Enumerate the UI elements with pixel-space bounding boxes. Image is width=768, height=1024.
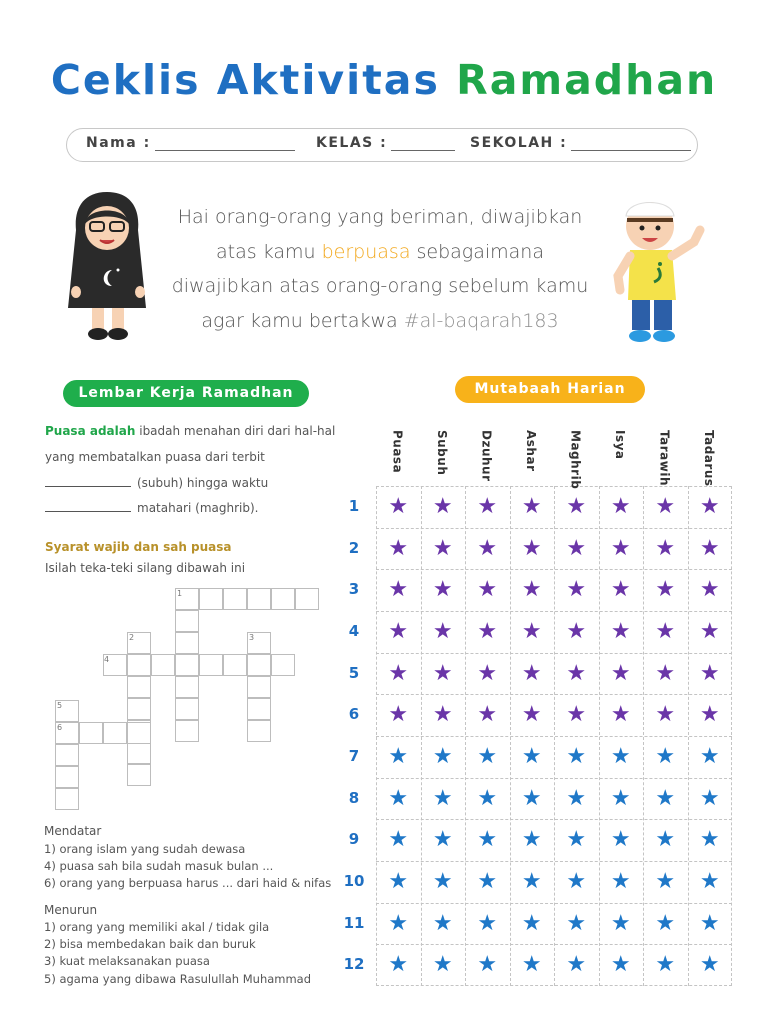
nama-blank[interactable] bbox=[155, 136, 295, 151]
star-icon[interactable]: ★ bbox=[432, 618, 453, 644]
star-icon[interactable]: ★ bbox=[477, 535, 498, 561]
title-part2: Ramadhan bbox=[456, 56, 718, 104]
grid-row-divider bbox=[376, 778, 732, 779]
star-icon[interactable]: ★ bbox=[477, 827, 498, 853]
star-icon[interactable]: ★ bbox=[655, 702, 676, 728]
quote-text bbox=[160, 200, 600, 338]
row-number: 9 bbox=[348, 830, 360, 849]
row-number: 8 bbox=[348, 788, 360, 807]
crossword-cell[interactable] bbox=[247, 676, 271, 698]
crossword-cell[interactable] bbox=[247, 698, 271, 720]
definition-text3: (subuh) hingga waktu bbox=[137, 476, 269, 490]
crossword-cell[interactable] bbox=[127, 698, 151, 720]
quote-line1: Hai orang-orang yang beriman, diwajibkan bbox=[177, 206, 583, 228]
star-icon[interactable]: ★ bbox=[655, 952, 676, 978]
star-icon[interactable]: ★ bbox=[521, 577, 542, 603]
star-icon[interactable]: ★ bbox=[655, 910, 676, 936]
star-icon[interactable]: ★ bbox=[477, 702, 498, 728]
star-icon[interactable]: ★ bbox=[610, 702, 631, 728]
star-icon[interactable]: ★ bbox=[566, 952, 587, 978]
crossword-cell[interactable] bbox=[175, 676, 199, 698]
definition-line1 bbox=[45, 424, 335, 438]
grid-row-divider bbox=[376, 694, 732, 695]
star-icon[interactable]: ★ bbox=[477, 493, 498, 519]
star-icon[interactable]: ★ bbox=[521, 702, 542, 728]
star-icon[interactable]: ★ bbox=[655, 827, 676, 853]
grid-row-divider bbox=[376, 736, 732, 737]
grid-row-divider bbox=[376, 528, 732, 529]
star-icon[interactable]: ★ bbox=[699, 952, 720, 978]
quote-reference: #al-baqarah183 bbox=[403, 309, 559, 332]
row-number: 7 bbox=[348, 746, 360, 765]
crossword-cell[interactable] bbox=[247, 588, 271, 610]
star-icon[interactable]: ★ bbox=[477, 743, 498, 769]
crossword-cell[interactable] bbox=[223, 588, 247, 610]
lembar-kerja-header: Lembar Kerja Ramadhan bbox=[63, 380, 309, 407]
grid-row-divider bbox=[376, 903, 732, 904]
star-icon[interactable]: ★ bbox=[432, 493, 453, 519]
star-icon[interactable]: ★ bbox=[610, 910, 631, 936]
menurun-clue-2: 2) bisa membedakan baik dan buruk bbox=[44, 937, 256, 951]
crossword-cell[interactable] bbox=[79, 722, 103, 744]
star-icon[interactable]: ★ bbox=[566, 910, 587, 936]
menurun-clue-1: 1) orang yang memiliki akal / tidak gila bbox=[44, 920, 270, 934]
star-icon[interactable]: ★ bbox=[655, 785, 676, 811]
star-icon[interactable]: ★ bbox=[610, 827, 631, 853]
star-icon[interactable]: ★ bbox=[432, 702, 453, 728]
mendatar-heading: Mendatar bbox=[44, 824, 102, 838]
row-number: 12 bbox=[343, 955, 365, 974]
crossword-cell[interactable] bbox=[127, 742, 151, 764]
star-icon[interactable]: ★ bbox=[388, 535, 409, 561]
star-icon[interactable]: ★ bbox=[655, 868, 676, 894]
crossword-number: 6 bbox=[57, 723, 63, 732]
star-icon[interactable]: ★ bbox=[699, 785, 720, 811]
page-title bbox=[0, 56, 768, 104]
grid-row-divider bbox=[376, 861, 732, 862]
star-icon[interactable]: ★ bbox=[477, 660, 498, 686]
crossword-cell[interactable] bbox=[175, 632, 199, 654]
crossword-cell[interactable] bbox=[151, 654, 175, 676]
crossword-cell[interactable] bbox=[271, 588, 295, 610]
answer-blank-1[interactable] bbox=[45, 486, 131, 487]
definition-text1: ibadah menahan diri dari hal-hal bbox=[139, 424, 336, 438]
quote-line4 bbox=[160, 304, 600, 339]
row-number: 1 bbox=[348, 496, 360, 515]
star-icon[interactable]: ★ bbox=[521, 910, 542, 936]
quote-line2-post: sebagaimana bbox=[416, 240, 544, 263]
crossword-number: 1 bbox=[177, 589, 183, 598]
mutabaah-header: Mutabaah Harian bbox=[455, 376, 645, 403]
star-icon[interactable]: ★ bbox=[655, 535, 676, 561]
column-header-ashar: Ashar bbox=[523, 430, 538, 472]
star-icon[interactable]: ★ bbox=[699, 577, 720, 603]
star-icon[interactable]: ★ bbox=[521, 827, 542, 853]
column-header-tarawih: Tarawih bbox=[657, 430, 672, 486]
crossword-number: 5 bbox=[57, 701, 63, 710]
row-number: 4 bbox=[348, 621, 360, 640]
column-header-tadarus: Tadarus bbox=[701, 430, 716, 487]
star-icon[interactable]: ★ bbox=[432, 868, 453, 894]
crossword-cell[interactable] bbox=[199, 588, 223, 610]
star-icon[interactable]: ★ bbox=[566, 660, 587, 686]
menurun-clue-5: 5) agama yang dibawa Rasulullah Muhammad bbox=[44, 972, 312, 986]
star-icon[interactable]: ★ bbox=[388, 577, 409, 603]
crossword-cell[interactable] bbox=[55, 744, 79, 766]
sekolah-field[interactable] bbox=[470, 135, 691, 151]
star-icon[interactable]: ★ bbox=[432, 910, 453, 936]
star-icon[interactable]: ★ bbox=[388, 910, 409, 936]
crossword-number: 3 bbox=[249, 633, 255, 642]
crossword-cell[interactable] bbox=[175, 654, 199, 676]
star-icon[interactable]: ★ bbox=[477, 577, 498, 603]
star-icon[interactable]: ★ bbox=[388, 868, 409, 894]
star-icon[interactable]: ★ bbox=[521, 535, 542, 561]
grid-row-divider bbox=[376, 653, 732, 654]
crossword-cell[interactable] bbox=[223, 654, 247, 676]
star-icon[interactable]: ★ bbox=[432, 743, 453, 769]
star-icon[interactable]: ★ bbox=[521, 660, 542, 686]
star-icon[interactable]: ★ bbox=[566, 785, 587, 811]
crossword-cell[interactable] bbox=[103, 722, 127, 744]
grid-row-divider bbox=[376, 944, 732, 945]
menurun-heading: Menurun bbox=[44, 903, 98, 917]
star-icon[interactable]: ★ bbox=[477, 618, 498, 644]
star-icon[interactable]: ★ bbox=[432, 660, 453, 686]
syarat-heading: Syarat wajib dan sah puasa bbox=[45, 540, 232, 554]
star-icon[interactable]: ★ bbox=[521, 868, 542, 894]
star-icon[interactable]: ★ bbox=[655, 660, 676, 686]
crossword-cell[interactable] bbox=[175, 610, 199, 632]
crossword-cell[interactable] bbox=[127, 676, 151, 698]
answer-blank-2[interactable] bbox=[45, 511, 131, 512]
star-icon[interactable]: ★ bbox=[655, 618, 676, 644]
menurun-clue-3: 3) kuat melaksanakan puasa bbox=[44, 954, 210, 968]
row-number: 11 bbox=[343, 913, 365, 932]
star-icon[interactable]: ★ bbox=[388, 702, 409, 728]
star-icon[interactable]: ★ bbox=[432, 577, 453, 603]
grid-row-divider bbox=[376, 819, 732, 820]
star-icon[interactable]: ★ bbox=[432, 535, 453, 561]
star-icon[interactable]: ★ bbox=[432, 785, 453, 811]
star-icon[interactable]: ★ bbox=[388, 743, 409, 769]
row-number: 5 bbox=[348, 663, 360, 682]
mendatar-clue-1: 1) orang islam yang sudah dewasa bbox=[44, 842, 246, 856]
crossword-cell[interactable] bbox=[295, 588, 319, 610]
star-icon[interactable]: ★ bbox=[610, 493, 631, 519]
star-icon[interactable]: ★ bbox=[610, 868, 631, 894]
star-icon[interactable]: ★ bbox=[432, 952, 453, 978]
crossword-number: 2 bbox=[129, 633, 135, 642]
star-icon[interactable]: ★ bbox=[566, 577, 587, 603]
syarat-instruction: Isilah teka-teki silang dibawah ini bbox=[45, 561, 246, 575]
row-number: 3 bbox=[348, 580, 360, 599]
crossword-cell[interactable] bbox=[271, 654, 295, 676]
star-icon[interactable]: ★ bbox=[477, 785, 498, 811]
column-header-isya: Isya bbox=[612, 430, 627, 460]
star-icon[interactable]: ★ bbox=[610, 577, 631, 603]
row-number: 6 bbox=[348, 705, 360, 724]
kelas-label: KELAS : bbox=[316, 135, 388, 151]
star-icon[interactable]: ★ bbox=[566, 743, 587, 769]
star-icon[interactable]: ★ bbox=[521, 785, 542, 811]
star-icon[interactable]: ★ bbox=[610, 952, 631, 978]
star-icon[interactable]: ★ bbox=[388, 785, 409, 811]
row-number: 2 bbox=[348, 538, 360, 557]
star-icon[interactable]: ★ bbox=[477, 952, 498, 978]
star-icon[interactable]: ★ bbox=[388, 618, 409, 644]
definition-line4 bbox=[45, 501, 258, 515]
column-header-maghrib: Maghrib bbox=[568, 430, 583, 490]
row-number: 10 bbox=[343, 871, 365, 890]
crossword-cell[interactable] bbox=[175, 720, 199, 742]
sekolah-label: SEKOLAH : bbox=[470, 135, 568, 151]
star-icon[interactable]: ★ bbox=[477, 868, 498, 894]
grid-row-divider bbox=[376, 569, 732, 570]
star-icon[interactable]: ★ bbox=[566, 702, 587, 728]
kelas-field[interactable] bbox=[316, 135, 455, 151]
star-icon[interactable]: ★ bbox=[610, 743, 631, 769]
star-icon[interactable]: ★ bbox=[388, 952, 409, 978]
definition-line2: yang membatalkan puasa dari terbit bbox=[45, 450, 265, 464]
nama-label: Nama : bbox=[86, 135, 151, 151]
mendatar-clue-4: 4) puasa sah bila sudah masuk bulan ... bbox=[44, 859, 274, 873]
crossword-cell[interactable] bbox=[55, 788, 79, 810]
star-icon[interactable]: ★ bbox=[432, 827, 453, 853]
star-icon[interactable]: ★ bbox=[566, 493, 587, 519]
star-icon[interactable]: ★ bbox=[655, 577, 676, 603]
star-icon[interactable]: ★ bbox=[610, 535, 631, 561]
crossword-cell[interactable] bbox=[247, 654, 271, 676]
crossword-cell[interactable] bbox=[55, 766, 79, 788]
crossword-cell[interactable] bbox=[127, 764, 151, 786]
kelas-blank[interactable] bbox=[391, 136, 455, 151]
crossword-cell[interactable] bbox=[127, 722, 151, 744]
star-icon[interactable]: ★ bbox=[699, 827, 720, 853]
star-icon[interactable]: ★ bbox=[699, 743, 720, 769]
star-icon[interactable]: ★ bbox=[699, 493, 720, 519]
star-icon[interactable]: ★ bbox=[699, 660, 720, 686]
quote-line4-pre: agar kamu bertakwa bbox=[201, 309, 398, 332]
column-header-puasa: Puasa bbox=[390, 430, 405, 474]
definition-head: Puasa adalah bbox=[45, 424, 136, 438]
quote-highlight: berpuasa bbox=[321, 240, 411, 263]
star-icon[interactable]: ★ bbox=[521, 618, 542, 644]
star-icon[interactable]: ★ bbox=[655, 743, 676, 769]
star-icon[interactable]: ★ bbox=[566, 868, 587, 894]
star-icon[interactable]: ★ bbox=[566, 618, 587, 644]
definition-text4: matahari (maghrib). bbox=[137, 501, 259, 515]
star-icon[interactable]: ★ bbox=[699, 910, 720, 936]
star-icon[interactable]: ★ bbox=[699, 535, 720, 561]
crossword-cell[interactable] bbox=[127, 654, 151, 676]
sekolah-blank[interactable] bbox=[571, 136, 691, 151]
star-icon[interactable]: ★ bbox=[388, 660, 409, 686]
star-icon[interactable]: ★ bbox=[699, 618, 720, 644]
star-icon[interactable]: ★ bbox=[388, 827, 409, 853]
star-icon[interactable]: ★ bbox=[521, 743, 542, 769]
quote-line2-pre: atas kamu bbox=[216, 240, 316, 263]
crossword-number: 4 bbox=[104, 655, 110, 664]
star-icon[interactable]: ★ bbox=[655, 493, 676, 519]
quote-line2 bbox=[160, 235, 600, 270]
column-header-subuh: Subuh bbox=[434, 430, 449, 476]
star-icon[interactable]: ★ bbox=[699, 868, 720, 894]
star-icon[interactable]: ★ bbox=[610, 618, 631, 644]
crossword-cell[interactable] bbox=[247, 720, 271, 742]
title-part1: Ceklis Aktivitas bbox=[50, 56, 440, 104]
star-icon[interactable]: ★ bbox=[477, 910, 498, 936]
star-icon[interactable]: ★ bbox=[521, 952, 542, 978]
quote-line3: diwajibkan atas orang-orang sebelum kamu bbox=[171, 275, 589, 297]
star-icon[interactable]: ★ bbox=[566, 827, 587, 853]
nama-field[interactable] bbox=[86, 135, 295, 151]
star-icon[interactable]: ★ bbox=[521, 493, 542, 519]
star-icon[interactable]: ★ bbox=[699, 702, 720, 728]
boy-character-illustration bbox=[608, 190, 708, 346]
mendatar-clue-6: 6) orang yang berpuasa harus ... dari haid & nifas bbox=[44, 876, 332, 890]
star-icon[interactable]: ★ bbox=[388, 493, 409, 519]
star-icon[interactable]: ★ bbox=[610, 660, 631, 686]
column-header-dzuhur: Dzuhur bbox=[479, 430, 494, 482]
crossword-cell[interactable] bbox=[175, 698, 199, 720]
grid-row-divider bbox=[376, 611, 732, 612]
girl-character-illustration bbox=[62, 188, 152, 346]
crossword-cell[interactable] bbox=[199, 654, 223, 676]
star-icon[interactable]: ★ bbox=[610, 785, 631, 811]
star-icon[interactable]: ★ bbox=[566, 535, 587, 561]
definition-line3 bbox=[45, 476, 268, 490]
